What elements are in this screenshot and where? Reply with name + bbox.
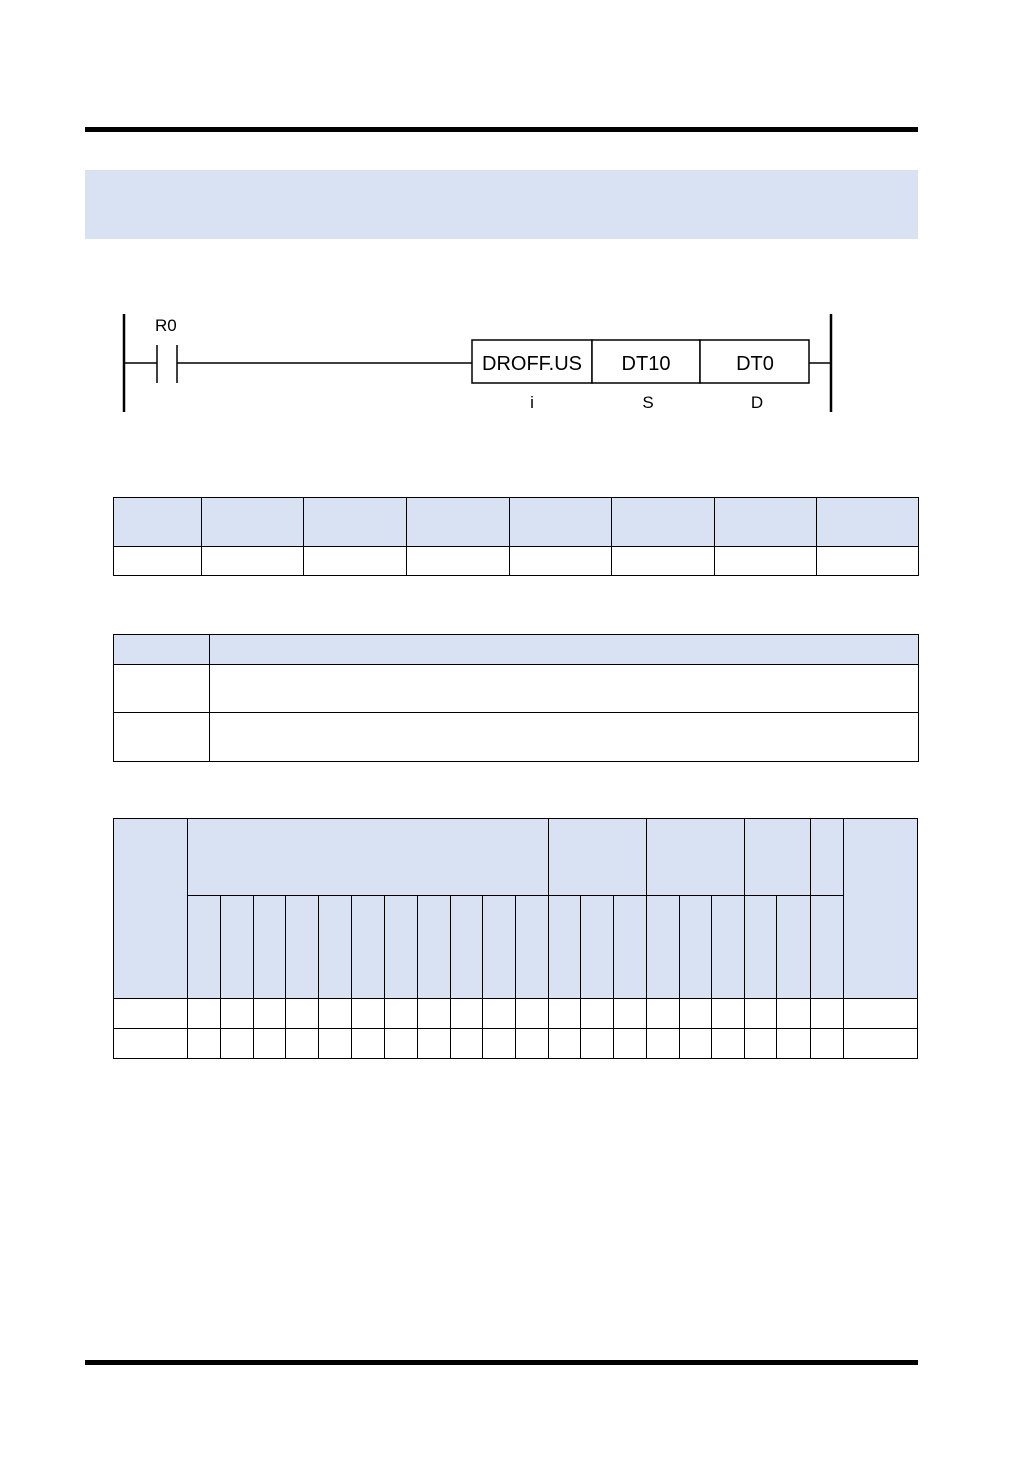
table-row xyxy=(114,1029,918,1059)
table-row xyxy=(114,665,919,713)
table-subheader-row xyxy=(114,896,918,999)
ladder-diagram xyxy=(0,0,1032,460)
table-row xyxy=(114,999,918,1029)
bottom-rule xyxy=(85,1360,918,1365)
table-row xyxy=(114,547,919,576)
operand-d-text: DT0 xyxy=(736,353,774,375)
table-operands xyxy=(113,634,919,762)
sub-label-i: i xyxy=(530,393,534,412)
table-steps xyxy=(113,497,919,576)
sub-label-d: D xyxy=(750,393,764,412)
table-header-row xyxy=(114,635,919,665)
table-devices xyxy=(113,818,918,1059)
sub-label-s: S xyxy=(642,393,654,412)
contact-label: R0 xyxy=(155,316,177,335)
table-row xyxy=(114,713,919,762)
table-header-row xyxy=(114,819,918,896)
operand-s-text: DT10 xyxy=(621,353,671,375)
table-header-row xyxy=(114,498,919,547)
instruction-text: DROFF.US xyxy=(482,353,582,375)
